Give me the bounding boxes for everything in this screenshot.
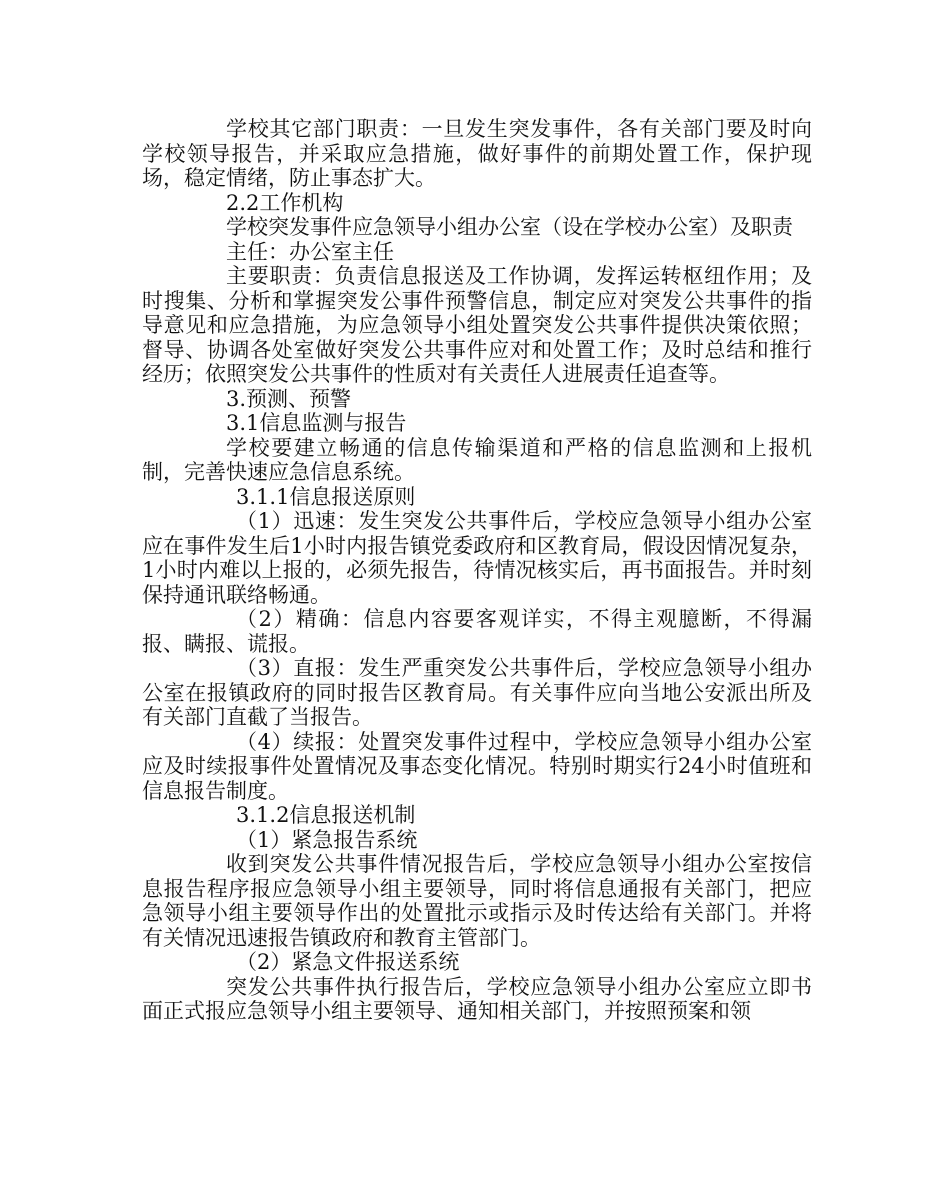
paragraph-principle-rapid: （1）迅速：发生突发公共事件后，学校应急领导小组办公室应在事件发生后1小时内报告镇党委政府和区教育局，假设因情况复杂，1小时内难以上报的，必须先报告，待情况核实后，再书面报告。并时刻保持通讯联络畅通。 — [142, 509, 812, 607]
paragraph-main-duties: 主要职责：负责信息报送及工作协调，发挥运转枢纽作用；及时搜集、分析和掌握突发公事件预警信息，制定应对突发公共事件的指导意见和应急措施，为应急领导小组处置突发公共事件提供决策依照；督导、协调各处室做好突发公共事件应对和处置工作；及时总结和推行经历；依照突发公共事件的性质对有关责任人进展责任追查等。 — [142, 264, 812, 386]
paragraph-principle-continued: （4）续报：处置突发事件过程中，学校应急领导小组办公室应及时续报事件处置情况及事态变化情况。特别时期实行24小时值班和信息报告制度。 — [142, 729, 812, 803]
heading-emergency-document-system: （2）紧急文件报送系统 — [236, 950, 460, 974]
document-body — [142, 117, 812, 1024]
paragraph-principle-direct: （3）直报：发生严重突发公共事件后，学校应急领导小组办公室在报镇政府的同时报告区教育局。有关事件应向当地公安派出所及有关部门直截了当报告。 — [142, 656, 812, 729]
paragraph-director: 主任：办公室主任 — [226, 239, 394, 264]
heading-3-1-2-reporting-mechanism: 3.1.2信息报送机制 — [236, 803, 416, 827]
heading-emergency-report-system: （1）紧急报告系统 — [236, 827, 418, 852]
paragraph-office-and-duties: 学校突发事件应急领导小组办公室（设在学校办公室）及职责 — [226, 215, 793, 239]
paragraph-emergency-report-system: 收到突发公共事件情况报告后，学校应急领导小组办公室按信息报告程序报应急领导小组主要领导，同时将信息通报有关部门，把应急领导小组主要领导作出的处置批示或指示及时传达给有关部门。并将有关情况迅速报告镇政府和教育主管部门。 — [142, 852, 812, 950]
heading-3-1-1-reporting-principles: 3.1.1信息报送原则 — [236, 484, 416, 509]
paragraph-emergency-document-system: 突发公共事件执行报告后，学校应急领导小组办公室应立即书面正式报应急领导小组主要领导、通知相关部门，并按照预案和领 — [142, 974, 812, 1023]
heading-3-forecast-warning: 3.预测、预警 — [226, 386, 352, 411]
heading-3-1-monitoring-reporting: 3.1信息监测与报告 — [226, 411, 407, 435]
heading-2-2-work-organization: 2.2工作机构 — [226, 190, 344, 215]
paragraph-other-departments-duties: 学校其它部门职责：一旦发生突发事件，各有关部门要及时向学校领导报告，并采取应急措施，做好事件的前期处置工作，保护现场，稳定情绪，防止事态扩大。 — [142, 117, 812, 190]
paragraph-principle-accurate: （2）精确：信息内容要客观详实，不得主观臆断，不得漏报、瞒报、谎报。 — [142, 607, 812, 656]
paragraph-information-channels: 学校要建立畅通的信息传输渠道和严格的信息监测和上报机制，完善快速应急信息系统。 — [142, 435, 812, 484]
